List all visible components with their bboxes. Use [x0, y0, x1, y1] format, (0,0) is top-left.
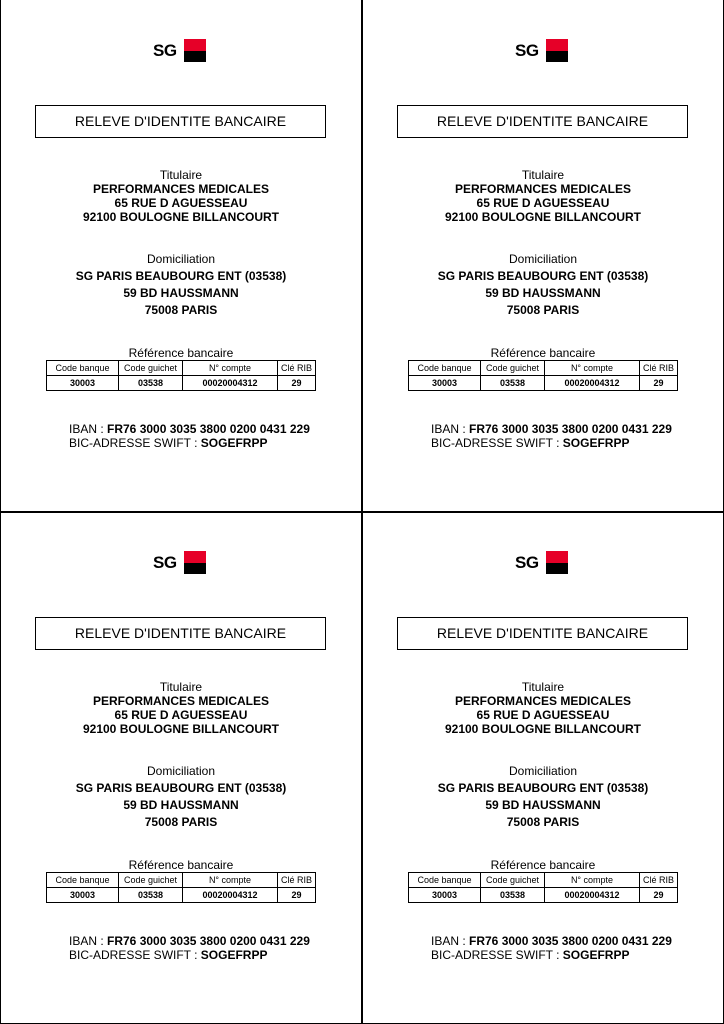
value-code-banque: 30003 — [47, 376, 119, 391]
reference-header-row — [47, 361, 316, 376]
bic-line — [431, 948, 629, 962]
header-code-guichet: Code guichet — [481, 873, 545, 888]
header-code-banque: Code banque — [409, 361, 481, 376]
domiciliation-label: Domiciliation — [508, 252, 578, 266]
holder-street: 65 RUE D AGUESSEAU — [114, 196, 248, 210]
bic-label: BIC-ADRESSE SWIFT : — [431, 436, 563, 450]
value-numero-compte: 00020004312 — [545, 888, 640, 903]
domiciliation-city: 75008 PARIS — [144, 303, 218, 317]
header-code-guichet: Code guichet — [481, 361, 545, 376]
header-numero-compte: N° compte — [183, 361, 278, 376]
logo-text: SG — [153, 553, 177, 572]
domiciliation-label: Domiciliation — [508, 764, 578, 778]
holder-street: 65 RUE D AGUESSEAU — [476, 196, 610, 210]
iban-line — [69, 422, 310, 436]
reference-label: Référence bancaire — [128, 346, 234, 360]
header-code-banque: Code banque — [47, 361, 119, 376]
domiciliation-branch: SG PARIS BEAUBOURG ENT (03538) — [437, 269, 649, 283]
iban-line — [69, 934, 310, 948]
bic-line — [431, 436, 629, 450]
bic-line — [69, 948, 267, 962]
logo-red-square — [184, 39, 206, 51]
value-cle-rib: 29 — [640, 376, 678, 391]
sg-logo — [153, 551, 207, 575]
reference-label-block — [362, 346, 724, 360]
header-cle-rib: Clé RIB — [278, 873, 316, 888]
logo-text: SG — [515, 553, 539, 572]
iban-value: FR76 3000 3035 3800 0200 0431 229 — [469, 934, 672, 948]
bic-label: BIC-ADRESSE SWIFT : — [69, 436, 201, 450]
sg-logo — [153, 39, 207, 63]
logo-black-square — [184, 563, 206, 574]
header-code-banque: Code banque — [409, 873, 481, 888]
rib-card — [362, 0, 724, 512]
value-code-banque: 30003 — [409, 888, 481, 903]
domiciliation-block — [362, 252, 724, 319]
holder-block — [362, 168, 724, 224]
domiciliation-block — [362, 764, 724, 831]
rib-card — [0, 512, 362, 1024]
holder-label: Titulaire — [159, 680, 203, 694]
domiciliation-city: 75008 PARIS — [506, 303, 580, 317]
iban-label: IBAN : — [431, 934, 470, 948]
header-cle-rib: Clé RIB — [640, 873, 678, 888]
value-cle-rib: 29 — [278, 376, 316, 391]
value-code-banque: 30003 — [47, 888, 119, 903]
domiciliation-label: Domiciliation — [146, 764, 216, 778]
domiciliation-street: 59 BD HAUSSMANN — [485, 286, 601, 300]
bic-value: SOGEFRPP — [200, 436, 268, 450]
holder-block — [0, 680, 362, 736]
bic-value: SOGEFRPP — [562, 436, 630, 450]
document-title: RELEVE D'IDENTITE BANCAIRE — [35, 105, 326, 138]
iban-label: IBAN : — [69, 422, 108, 436]
holder-block — [0, 168, 362, 224]
bic-value: SOGEFRPP — [200, 948, 268, 962]
holder-name: PERFORMANCES MEDICALES — [92, 694, 269, 708]
reference-value-row — [47, 888, 316, 903]
logo-text: SG — [153, 41, 177, 60]
sg-logo — [515, 551, 569, 575]
domiciliation-label: Domiciliation — [146, 252, 216, 266]
sg-logo — [515, 39, 569, 63]
value-code-guichet: 03538 — [481, 376, 545, 391]
bic-label: BIC-ADRESSE SWIFT : — [431, 948, 563, 962]
document-title: RELEVE D'IDENTITE BANCAIRE — [397, 105, 688, 138]
rib-card — [0, 0, 362, 512]
reference-label: Référence bancaire — [490, 858, 596, 872]
bic-line — [69, 436, 267, 450]
domiciliation-street: 59 BD HAUSSMANN — [485, 798, 601, 812]
header-numero-compte: N° compte — [545, 361, 640, 376]
reference-table — [408, 360, 678, 391]
reference-label-block — [0, 858, 362, 872]
holder-city: 92100 BOULOGNE BILLANCOURT — [82, 722, 280, 736]
reference-header-row — [47, 873, 316, 888]
reference-label: Référence bancaire — [128, 858, 234, 872]
domiciliation-branch: SG PARIS BEAUBOURG ENT (03538) — [75, 269, 287, 283]
domiciliation-street: 59 BD HAUSSMANN — [123, 798, 239, 812]
header-numero-compte: N° compte — [545, 873, 640, 888]
iban-value: FR76 3000 3035 3800 0200 0431 229 — [107, 934, 310, 948]
holder-label: Titulaire — [521, 168, 565, 182]
domiciliation-block — [0, 764, 362, 831]
logo-black-square — [184, 51, 206, 62]
reference-table — [46, 360, 316, 391]
header-numero-compte: N° compte — [183, 873, 278, 888]
holder-name: PERFORMANCES MEDICALES — [92, 182, 269, 196]
domiciliation-branch: SG PARIS BEAUBOURG ENT (03538) — [437, 781, 649, 795]
header-cle-rib: Clé RIB — [278, 361, 316, 376]
holder-street: 65 RUE D AGUESSEAU — [476, 708, 610, 722]
reference-header-row — [409, 873, 678, 888]
value-code-guichet: 03538 — [119, 888, 183, 903]
holder-label: Titulaire — [159, 168, 203, 182]
holder-city: 92100 BOULOGNE BILLANCOURT — [444, 210, 642, 224]
domiciliation-street: 59 BD HAUSSMANN — [123, 286, 239, 300]
reference-table — [408, 872, 678, 903]
reference-value-row — [47, 376, 316, 391]
value-code-banque: 30003 — [409, 376, 481, 391]
reference-value-row — [409, 888, 678, 903]
document-title: RELEVE D'IDENTITE BANCAIRE — [35, 617, 326, 650]
holder-city: 92100 BOULOGNE BILLANCOURT — [444, 722, 642, 736]
iban-label: IBAN : — [69, 934, 108, 948]
logo-black-square — [546, 563, 568, 574]
rib-card — [362, 512, 724, 1024]
header-code-guichet: Code guichet — [119, 873, 183, 888]
holder-name: PERFORMANCES MEDICALES — [454, 182, 631, 196]
value-numero-compte: 00020004312 — [545, 376, 640, 391]
iban-value: FR76 3000 3035 3800 0200 0431 229 — [469, 422, 672, 436]
holder-label: Titulaire — [521, 680, 565, 694]
bic-value: SOGEFRPP — [562, 948, 630, 962]
reference-label: Référence bancaire — [490, 346, 596, 360]
bic-label: BIC-ADRESSE SWIFT : — [69, 948, 201, 962]
document-title: RELEVE D'IDENTITE BANCAIRE — [397, 617, 688, 650]
domiciliation-block — [0, 252, 362, 319]
domiciliation-branch: SG PARIS BEAUBOURG ENT (03538) — [75, 781, 287, 795]
header-cle-rib: Clé RIB — [640, 361, 678, 376]
iban-value: FR76 3000 3035 3800 0200 0431 229 — [107, 422, 310, 436]
holder-block — [362, 680, 724, 736]
value-code-guichet: 03538 — [481, 888, 545, 903]
header-code-banque: Code banque — [47, 873, 119, 888]
value-numero-compte: 00020004312 — [183, 888, 278, 903]
logo-red-square — [546, 39, 568, 51]
iban-line — [431, 934, 672, 948]
reference-label-block — [362, 858, 724, 872]
value-numero-compte: 00020004312 — [183, 376, 278, 391]
logo-red-square — [546, 551, 568, 563]
domiciliation-city: 75008 PARIS — [506, 815, 580, 829]
holder-city: 92100 BOULOGNE BILLANCOURT — [82, 210, 280, 224]
reference-header-row — [409, 361, 678, 376]
reference-table — [46, 872, 316, 903]
holder-name: PERFORMANCES MEDICALES — [454, 694, 631, 708]
reference-label-block — [0, 346, 362, 360]
iban-line — [431, 422, 672, 436]
logo-text: SG — [515, 41, 539, 60]
domiciliation-city: 75008 PARIS — [144, 815, 218, 829]
value-cle-rib: 29 — [278, 888, 316, 903]
logo-red-square — [184, 551, 206, 563]
iban-label: IBAN : — [431, 422, 470, 436]
holder-street: 65 RUE D AGUESSEAU — [114, 708, 248, 722]
value-code-guichet: 03538 — [119, 376, 183, 391]
logo-black-square — [546, 51, 568, 62]
reference-value-row — [409, 376, 678, 391]
header-code-guichet: Code guichet — [119, 361, 183, 376]
value-cle-rib: 29 — [640, 888, 678, 903]
